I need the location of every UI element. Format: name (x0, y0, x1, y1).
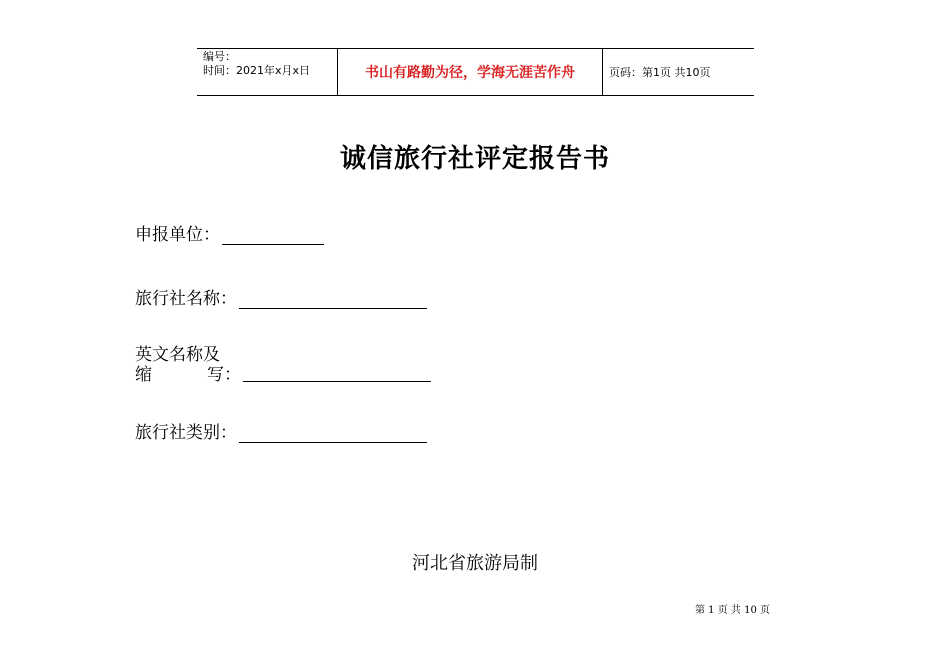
header-table (197, 48, 754, 96)
motto-cell (338, 49, 603, 95)
category-blank[interactable] (239, 426, 427, 443)
page-code-cell (603, 49, 754, 95)
publisher-text: 河北省旅游局制 (412, 553, 538, 574)
applicant-blank[interactable] (222, 228, 324, 245)
number-label: 编号： (203, 50, 236, 63)
english-name-label (135, 345, 241, 385)
category-label: 旅行社类别： (135, 423, 237, 443)
category-field (135, 418, 427, 443)
english-name-field (135, 345, 431, 385)
time-label: 时间：2021年x月x日 (203, 64, 311, 77)
header-info-cell (197, 49, 338, 95)
agency-name-blank[interactable] (239, 292, 427, 309)
english-name-label-char: 缩 (135, 365, 152, 385)
english-name-blank[interactable] (243, 365, 431, 382)
agency-name-label: 旅行社名称： (135, 289, 237, 309)
document-title: 诚信旅行社评定报告书 (339, 144, 610, 174)
motto-text: 书山有路勤为径，学海无涯苦作舟 (365, 65, 575, 81)
page-code-text: 页码：第1页 共10页 (609, 66, 711, 79)
footer-page-indicator: 第 1 页 共 10 页 (695, 605, 770, 616)
applicant-label: 申报单位： (135, 225, 220, 245)
applicant-field (135, 220, 324, 245)
english-name-label-line1: 英文名称及 (135, 345, 220, 365)
agency-name-field (135, 284, 427, 309)
english-name-label-line2 (135, 365, 241, 385)
english-name-label-suffix: 写： (207, 365, 241, 385)
